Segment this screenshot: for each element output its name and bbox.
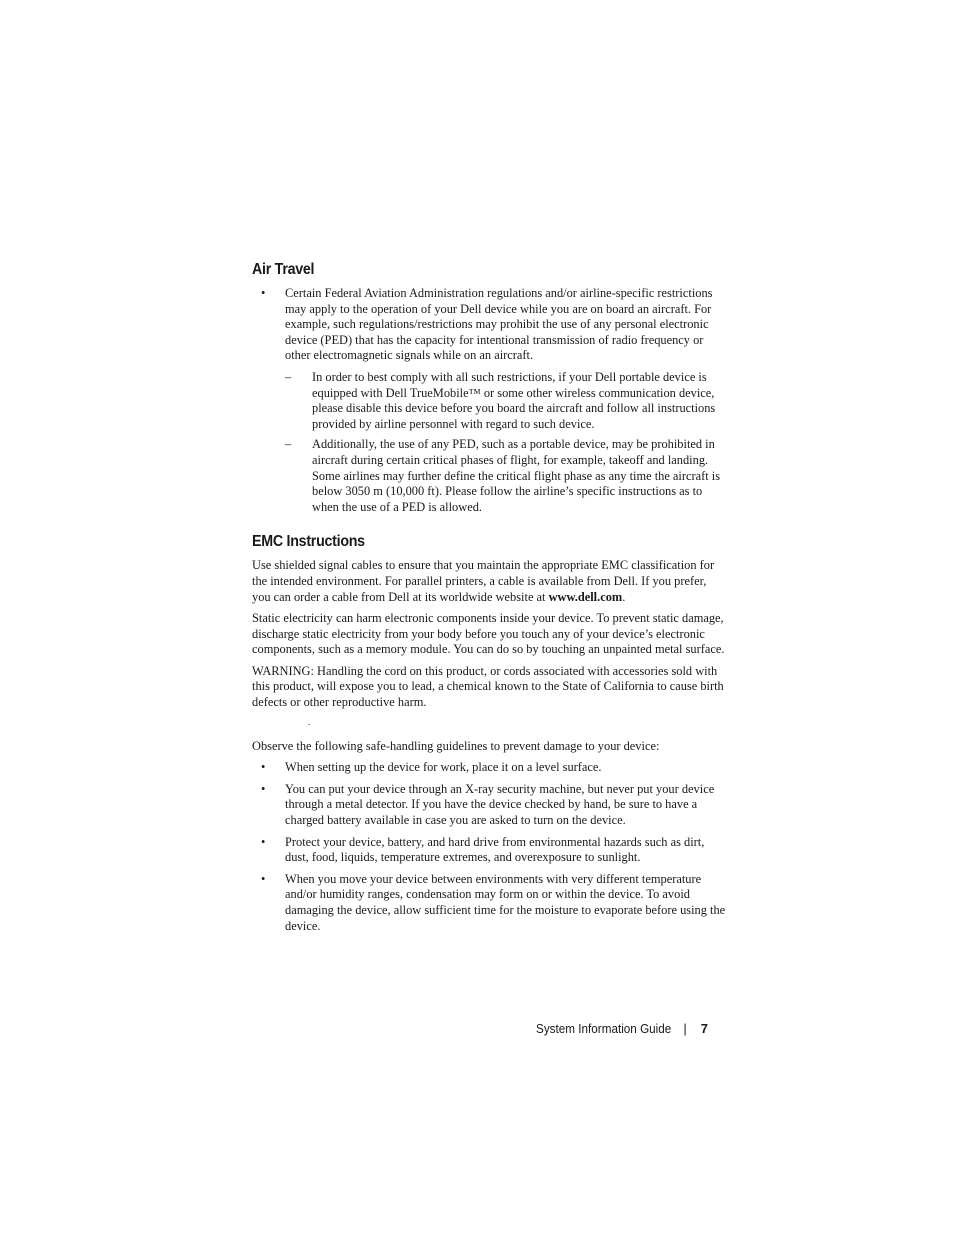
warning-text: Handling the cord on this product, or cords associated with accessories sold with this product, will expose you to lead, a chemical known to the State of California to cause birth defects or other reproductive harm.	[252, 663, 724, 710]
stray-mark	[252, 717, 728, 739]
list-item: • Protect your device, battery, and hard drive from environmental hazards such as dirt, dust, food, liquids, temperature extremes, and overexposure to sunlight.	[252, 835, 728, 866]
page-footer	[521, 1019, 708, 1039]
list-item	[252, 286, 728, 515]
bullet-text: Certain Federal Aviation Administration regulations and/or airline-specific restrictions may apply to the operation of your Dell device while you are on board an aircraft. For example, such regulations/restrictions may prohibit the use of any personal electronic device (PED) that has the capacity for intentional transmission of radio frequency or other electromagnetic signals while on an aircraft.	[285, 286, 713, 363]
warning-paragraph	[252, 664, 728, 711]
air-travel-list	[252, 286, 728, 515]
section-heading-emc: EMC Instructions	[252, 533, 365, 551]
website-link[interactable]: www.dell.com	[548, 589, 623, 604]
list-item: • When you move your device between environments with very different temperature and/or humidity ranges, condensation may form on or within the device. To avoid damaging the device, allow sufficient time for the moisture to evaporate before using the device.	[252, 872, 728, 934]
list-item: • You can put your device through an X-ray security machine, but never put your device through a metal detector. If you have the device checked by hand, be sure to have a charged battery available in case you are asked to turn on the device.	[252, 782, 728, 829]
list-item: • When setting up the device for work, place it on a level surface.	[252, 760, 728, 776]
air-travel-sublist	[285, 370, 728, 515]
guidelines-list	[252, 760, 728, 934]
footer-separator: |	[683, 1021, 687, 1036]
section-heading-air-travel: Air Travel	[252, 261, 315, 278]
stray-mark-text: .	[308, 716, 311, 727]
warning-label: WARNING:	[252, 663, 314, 678]
sub-list-item: – In order to best comply with all such restrictions, if your Dell portable device is equipped with Dell TrueMobile™ or some other wireless communication device, please disable this device before you board the aircraft and follow all instructions provided by airline personnel with regard to such device.	[285, 370, 728, 432]
footer-doc-title: System Information Guide	[536, 1021, 672, 1036]
page-content	[252, 260, 728, 940]
emc-paragraph-static: Static electricity can harm electronic components inside your device. To prevent static damage, discharge static electricity from your body before you touch any of your device’s electronic components, such as a memory module. You can do so by touching an unpainted metal surface.	[252, 611, 725, 657]
page-number: 7	[700, 1021, 708, 1036]
paragraph-text: Use shielded signal cables to ensure that you maintain the appropriate EMC classification for the intended environment. For parallel printers, a cable is available from Dell. If you prefer, you can order a cable from Dell at its worldwide website at	[252, 558, 715, 604]
sub-list-item: – Additionally, the use of any PED, such as a portable device, may be prohibited in aircraft during certain critical phases of flight, for example, takeoff and landing. Some airlines may further define the critical flight phase as any time the aircraft is below 3050 m (10,000 ft). Please follow the airline’s specific instructions as to when the use of a PED is allowed.	[285, 437, 728, 515]
guidelines-intro: Observe the following safe-handling guidelines to prevent damage to your device:	[252, 738, 660, 753]
emc-paragraph-cables	[252, 558, 728, 605]
paragraph-text: .	[622, 589, 626, 604]
